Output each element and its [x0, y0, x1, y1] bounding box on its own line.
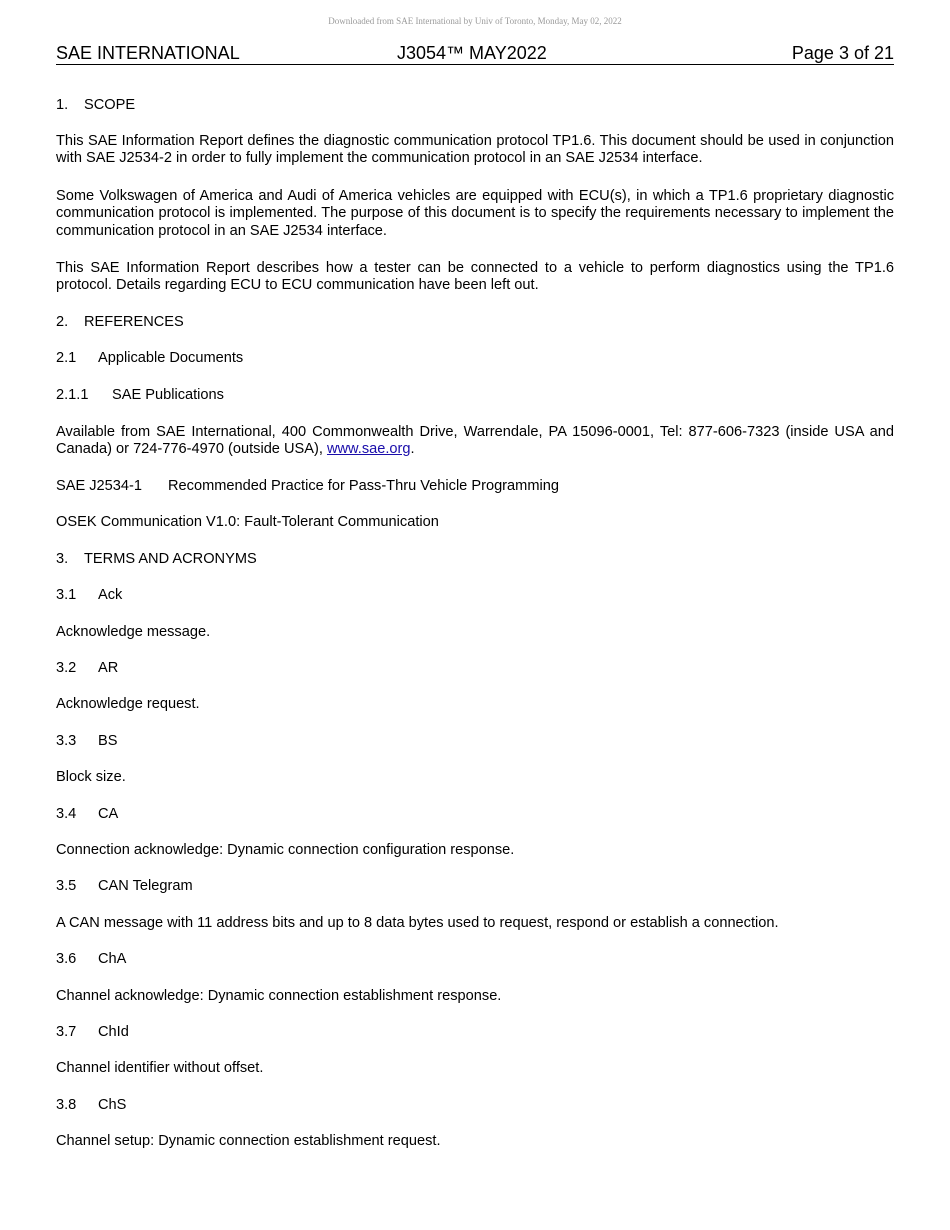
term-heading	[56, 806, 894, 823]
section-2-1-heading	[56, 350, 894, 367]
term-number: 3.5	[56, 878, 77, 895]
section-1-heading	[56, 97, 894, 116]
reference-id: SAE J2534-1	[56, 477, 142, 494]
header-page-number: Page 3 of 21	[791, 43, 894, 63]
section-3-heading	[56, 551, 894, 568]
term-3-1	[56, 587, 894, 641]
term-heading	[56, 1024, 894, 1041]
term-heading	[56, 733, 894, 750]
section-number: 3.	[56, 550, 69, 567]
section-title: TERMS AND ACRONYMS	[84, 550, 257, 567]
term-number: 3.8	[56, 1096, 77, 1113]
section-title: SCOPE	[84, 97, 136, 113]
term-heading	[56, 951, 894, 968]
term-3-8	[56, 1097, 894, 1151]
header-org: SAE INTERNATIONAL	[56, 43, 240, 63]
page-header	[56, 43, 894, 65]
term-heading	[56, 587, 894, 604]
term-number: 3.7	[56, 1023, 77, 1040]
term-heading	[56, 660, 894, 677]
section-title: Applicable Documents	[98, 350, 244, 367]
section-number: 2.	[56, 313, 69, 330]
term-number: 3.1	[56, 587, 77, 604]
term-definition: Connection acknowledge: Dynamic connection configuration response.	[56, 841, 515, 858]
term-3-2	[56, 660, 894, 714]
reference-j2534-1	[56, 478, 894, 495]
section-2-heading	[56, 314, 894, 331]
term-definition: Channel identifier without offset.	[56, 1060, 264, 1077]
term-definition: Channel setup: Dynamic connection establishment request.	[56, 1133, 441, 1150]
section-number: 2.1	[56, 350, 77, 367]
scope-paragraph-2: Some Volkswagen of America and Audi of America vehicles are equipped with ECU(s), in which a TP1.6 proprietary diagnostic communication protocol is implemented. The purpose of this document is to specify the requirements necessary to implement the communication protocol in an SAE J2534 interface.	[56, 187, 894, 239]
term-definition: Acknowledge request.	[56, 696, 200, 713]
reference-osek: OSEK Communication V1.0: Fault-Tolerant Communication	[56, 514, 439, 531]
section-number: 1.	[56, 97, 69, 113]
availability-end: .	[410, 441, 415, 458]
term-name: AR	[98, 659, 119, 676]
term-name: Ack	[98, 587, 123, 604]
download-watermark: Downloaded from SAE International by Univ of Toronto, Monday, May 02, 2022	[328, 16, 622, 26]
scope-paragraph-3: This SAE Information Report describes how a tester can be connected to a vehicle to perform diagnostics using the TP1.6 protocol. Details regarding ECU to ECU communication have been left out.	[56, 260, 894, 294]
term-number: 3.2	[56, 659, 77, 676]
term-definition: Channel acknowledge: Dynamic connection establishment response.	[56, 987, 502, 1004]
term-name: ChA	[98, 951, 127, 968]
term-number: 3.4	[56, 805, 77, 822]
term-number: 3.6	[56, 951, 77, 968]
term-heading	[56, 1097, 894, 1114]
section-title: SAE Publications	[112, 386, 224, 403]
term-name: ChS	[98, 1096, 127, 1113]
term-3-5	[56, 878, 894, 932]
document-body	[56, 97, 894, 1151]
section-title: REFERENCES	[84, 313, 184, 330]
term-3-3	[56, 733, 894, 787]
availability-paragraph	[56, 424, 894, 459]
term-definition: A CAN message with 11 address bits and up to 8 data bytes used to request, respond or establish a connection.	[56, 914, 779, 931]
term-definition: Acknowledge message.	[56, 623, 211, 640]
section-2-1-1-heading	[56, 387, 894, 404]
reference-title: Recommended Practice for Pass-Thru Vehicle Programming	[168, 477, 559, 494]
availability-text: Available from SAE International, 400 Commonwealth Drive, Warrendale, PA 15096-0001, Tel: 877-606-7323 (inside USA and Canada) or 724-776-4970 (outside USA),	[56, 424, 894, 458]
term-name: ChId	[98, 1023, 129, 1040]
term-3-6	[56, 951, 894, 1005]
term-heading	[56, 878, 894, 895]
term-number: 3.3	[56, 732, 77, 749]
term-3-4	[56, 806, 894, 860]
header-doc-id: J3054™ MAY2022	[397, 43, 547, 63]
term-name: CA	[98, 805, 119, 822]
scope-paragraph-1: This SAE Information Report defines the diagnostic communication protocol TP1.6. This document should be used in conjunction with SAE J2534-2 in order to fully implement the communication protocol in an SAE J2534 interface.	[56, 133, 894, 167]
section-number: 2.1.1	[56, 386, 89, 403]
term-name: BS	[98, 732, 118, 749]
term-3-7	[56, 1024, 894, 1078]
term-definition: Block size.	[56, 769, 126, 786]
sae-website-link[interactable]: www.sae.org	[326, 441, 411, 458]
term-name: CAN Telegram	[98, 878, 193, 895]
